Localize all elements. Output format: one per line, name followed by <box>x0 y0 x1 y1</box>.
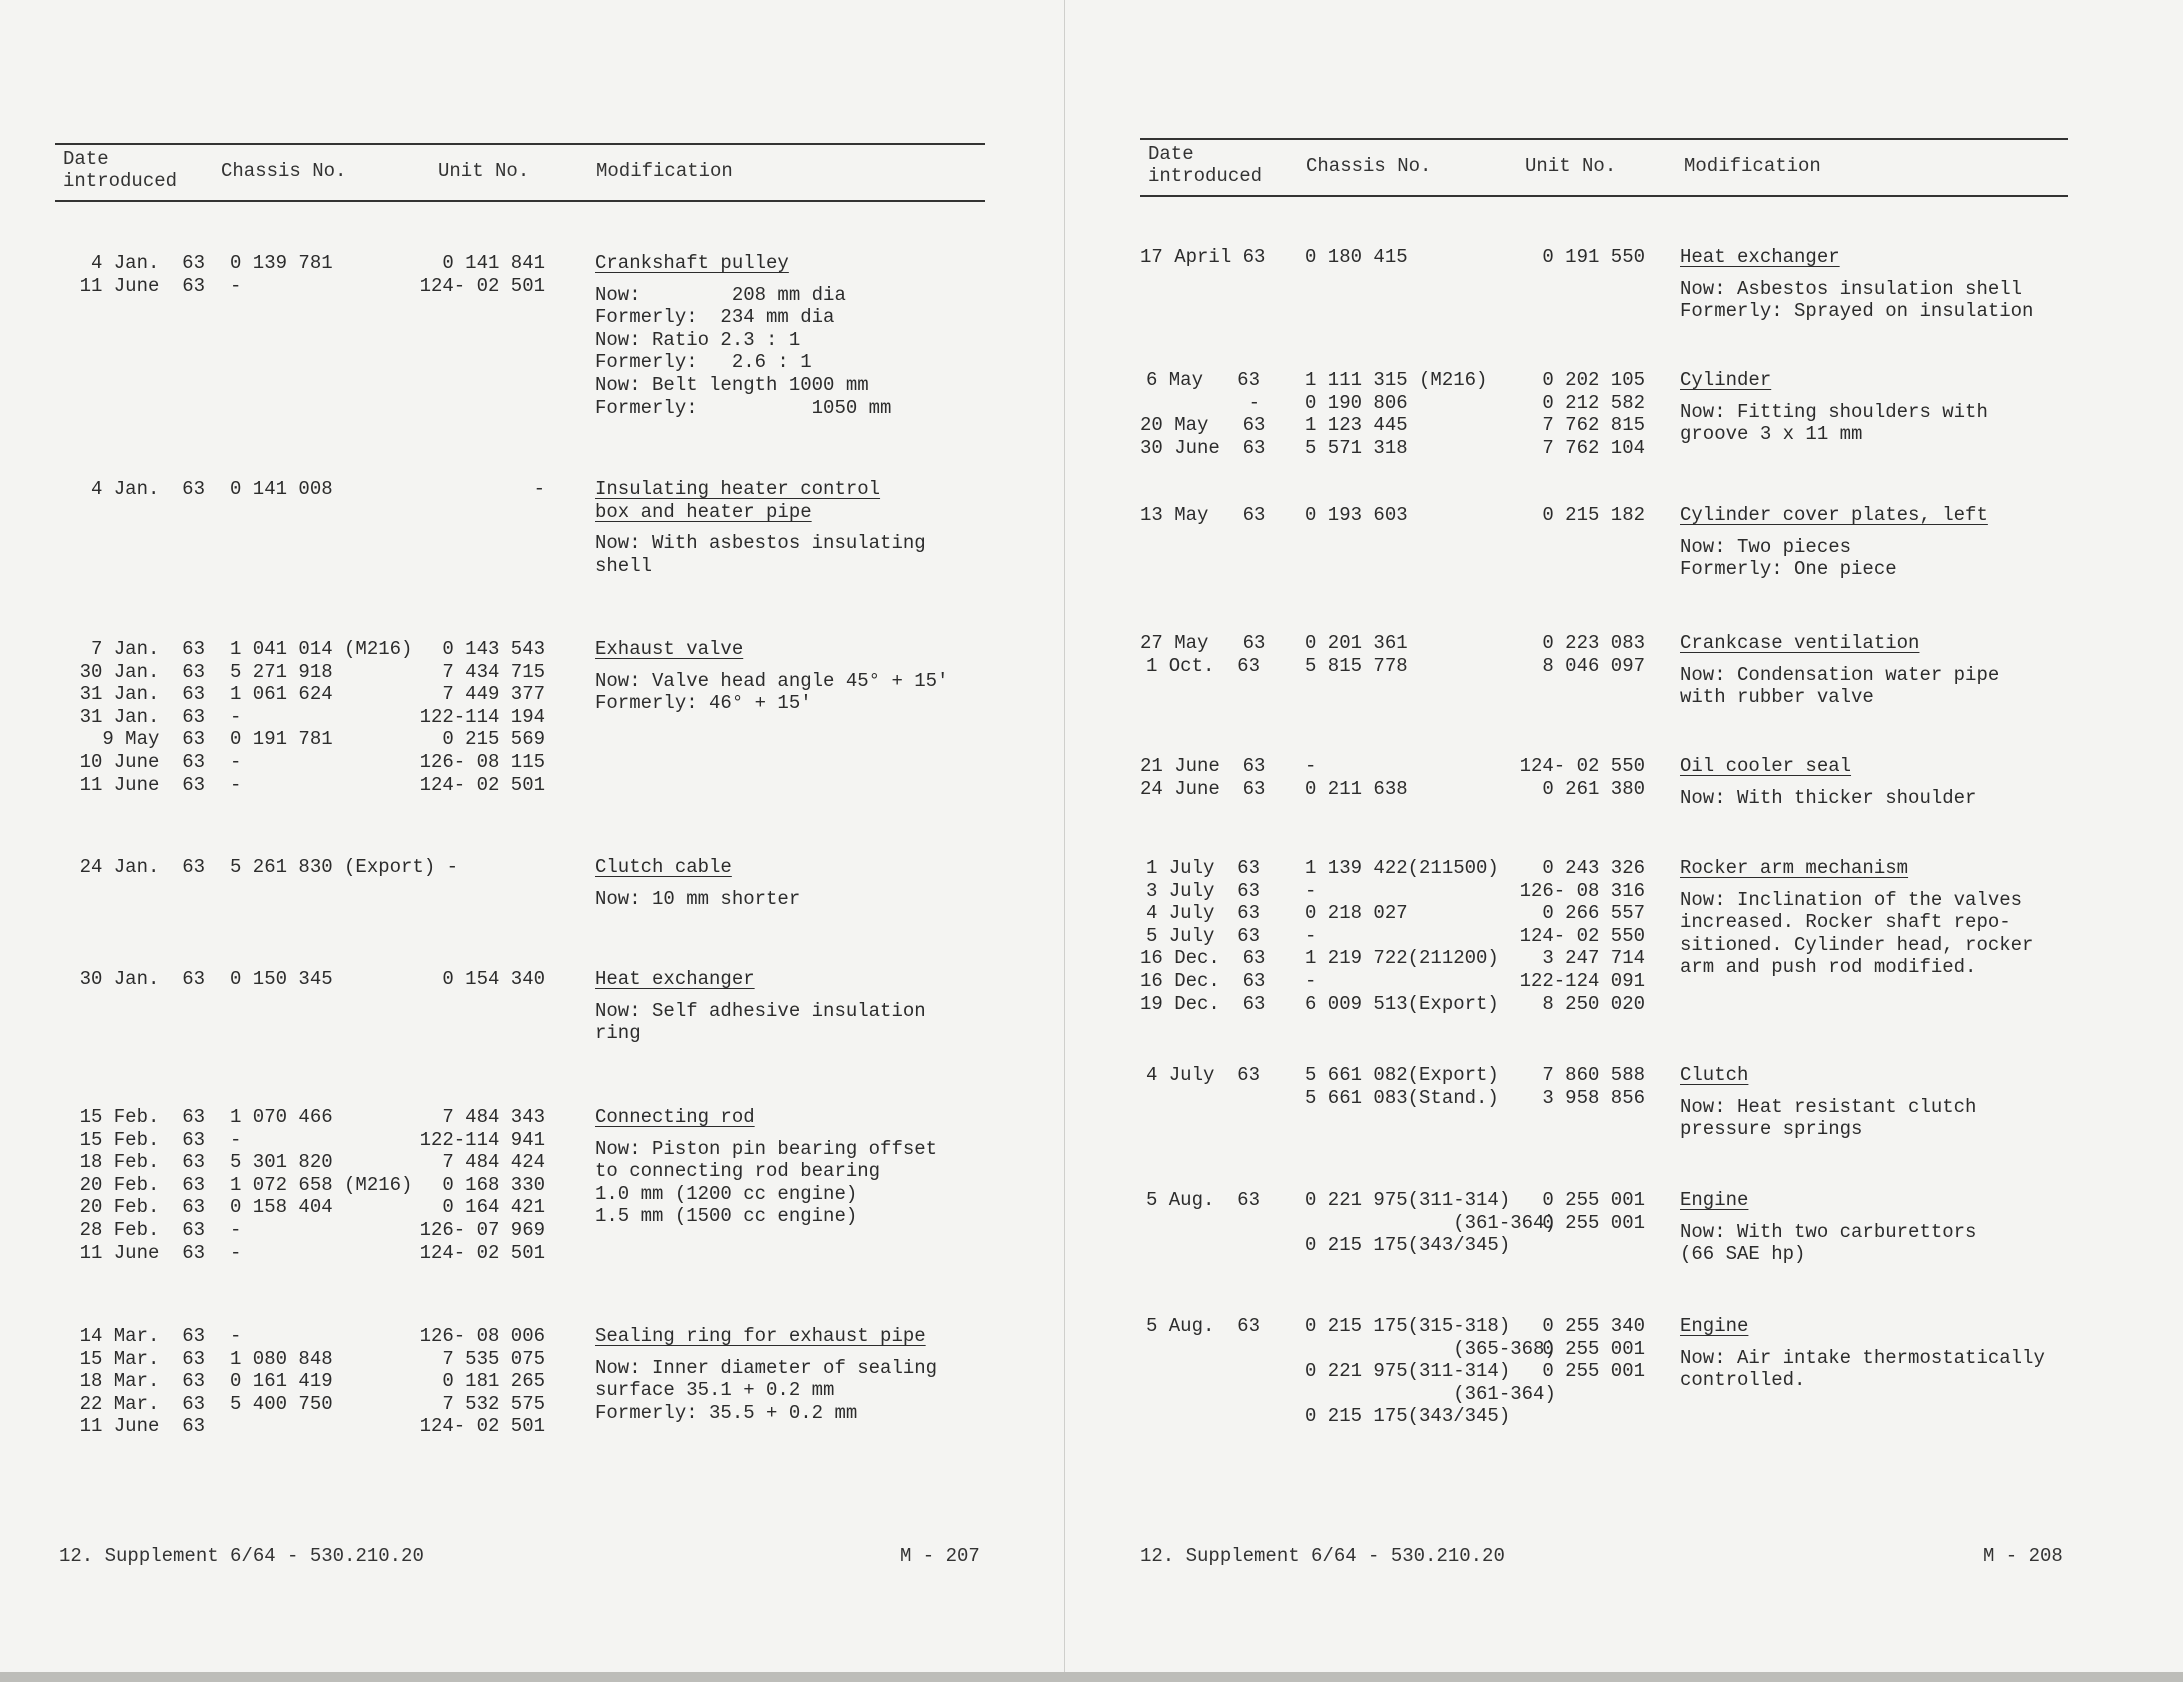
chassis-number-line: 0 201 361 <box>1305 632 1408 654</box>
chassis-number-line: 1 219 722(211200) <box>1305 947 1499 970</box>
unit-number-line: 0 202 105 <box>1542 369 1645 391</box>
modification-title: Engine <box>1680 1315 1749 1337</box>
modification-description: Now: Inclination of the valves increased. Rocker shaft repo- sitioned. Cylinder head, rocker arm and push rod modified. <box>1680 888 2034 979</box>
chassis-number-line: 1 080 848 <box>230 1347 333 1370</box>
chassis-number-line: 0 221 975(311-314) <box>1305 1189 1511 1211</box>
unit-number-line: 124- 02 501 <box>419 1415 545 1438</box>
modification-title: Rocker arm mechanism <box>1680 857 1909 879</box>
unit-number-line: 3 958 856 <box>1542 1086 1645 1109</box>
chassis-number-line: 0 193 603 <box>1305 504 1408 526</box>
chassis-number-line: 1 123 445 <box>1305 414 1408 437</box>
date-introduced-line: 24 June 63 <box>1140 777 1266 800</box>
date-introduced-line: 11 June 63 <box>79 274 205 297</box>
modification-description: Now: Piston pin bearing offset to connecting rod bearing 1.0 mm (1200 cc engine) 1.5 mm (1500 cc engine) <box>595 1137 938 1228</box>
unit-number <box>1140 1315 1645 1383</box>
unit-number <box>1140 504 1645 527</box>
header-bottom-rule <box>55 200 985 202</box>
modification-title: Crankshaft pulley <box>595 252 789 274</box>
unit-number-line: 7 860 588 <box>1542 1064 1645 1086</box>
date-introduced-line: 10 June 63 <box>79 750 205 773</box>
unit-number-line: 124- 02 550 <box>1519 924 1645 947</box>
unit-number <box>1140 1189 1645 1234</box>
modification-cell <box>1680 369 2080 446</box>
unit-number-line: 7 484 424 <box>442 1151 545 1174</box>
unit-number <box>55 478 545 501</box>
date-introduced-line: 20 Feb. 63 <box>79 1196 205 1219</box>
modification-cell <box>1680 755 2080 809</box>
modification-description: Now: Two pieces Formerly: One piece <box>1680 535 1897 581</box>
chassis-number <box>230 856 458 879</box>
date-introduced-line: 20 May 63 <box>1140 414 1266 437</box>
date-introduced-line: 20 Feb. 63 <box>79 1173 205 1196</box>
modification-cell <box>1680 246 2080 323</box>
unit-number-line: 126- 07 969 <box>419 1218 545 1241</box>
modification-cell <box>595 856 995 910</box>
unit-number-line: 8 250 020 <box>1542 992 1645 1015</box>
chassis-number-line: - <box>1305 969 1317 992</box>
right-page <box>1140 0 2070 1660</box>
header-top-rule <box>55 143 985 145</box>
date-introduced-line: 7 Jan. 63 <box>90 638 205 660</box>
date-introduced-line: - <box>1248 391 1260 414</box>
unit-number-line: 7 535 075 <box>442 1347 545 1370</box>
date-introduced <box>55 856 205 879</box>
footer-supplement: 12. Supplement 6/64 - 530.210.20 <box>59 1545 424 1567</box>
unit-number-line: 0 255 001 <box>1542 1360 1645 1383</box>
header-chassis: Chassis No. <box>221 160 347 182</box>
modification-description: Now: With asbestos insulating shell <box>595 532 926 577</box>
unit-number-line: 0 181 265 <box>442 1370 545 1393</box>
chassis-number-line: 1 041 014 (M216) <box>230 638 413 660</box>
chassis-number-line: 0 139 781 <box>230 252 333 274</box>
footer-supplement: 12. Supplement 6/64 - 530.210.20 <box>1140 1545 1505 1567</box>
chassis-number-line: - <box>230 1241 242 1264</box>
modification-title: Engine <box>1680 1189 1749 1211</box>
modification-description: Now: Heat resistant clutch pressure springs <box>1680 1095 1977 1141</box>
date-introduced-line: 6 May 63 <box>1145 369 1260 391</box>
modification-title: Exhaust valve <box>595 638 744 660</box>
modification-cell <box>595 968 995 1045</box>
modification-cell <box>1680 1315 2080 1392</box>
unit-number-line: 124- 02 550 <box>1519 755 1645 777</box>
modification-description: Now: Fitting shoulders with groove 3 x 11 mm <box>1680 400 1988 446</box>
date-introduced-line: 5 July 63 <box>1145 924 1260 947</box>
chassis-number-line: - <box>1305 924 1317 947</box>
unit-number-line: 124- 02 501 <box>419 274 545 297</box>
chassis-number-line: - <box>230 1218 242 1241</box>
unit-number-line: 122-124 091 <box>1519 969 1645 992</box>
date-introduced-line: 3 July 63 <box>1145 879 1260 902</box>
unit-number-line: 7 762 104 <box>1542 436 1645 459</box>
unit-number-line: 124- 02 501 <box>419 1241 545 1264</box>
unit-number-line: 7 449 377 <box>442 683 545 706</box>
chassis-number-line: - <box>230 1128 242 1151</box>
modification-cell <box>1680 504 2080 581</box>
date-introduced-line: 17 April 63 <box>1140 246 1266 268</box>
unit-number-line: 126- 08 115 <box>419 750 545 773</box>
unit-number-line: 0 243 326 <box>1542 857 1645 879</box>
unit-number <box>1140 369 1645 459</box>
unit-number-line: 7 434 715 <box>442 660 545 683</box>
header-date: Date introduced <box>1148 143 1263 187</box>
chassis-number-line: - <box>230 773 242 796</box>
modification-title: Heat exchanger <box>595 968 755 990</box>
unit-number-line: 3 247 714 <box>1542 947 1645 970</box>
chassis-number-line: 1 061 624 <box>230 683 333 706</box>
modification-cell <box>595 1325 995 1424</box>
date-introduced-line: 30 Jan. 63 <box>79 660 205 683</box>
footer-page-number: M - 208 <box>1983 1545 2063 1567</box>
modification-cell <box>1680 1189 2080 1266</box>
modification-title: Sealing ring for exhaust pipe <box>595 1325 926 1347</box>
chassis-number-line: 1 111 315 (M216) <box>1305 369 1488 391</box>
modification-cell <box>595 252 995 419</box>
chassis-number-line: 1 139 422(211500) <box>1305 857 1499 879</box>
unit-number <box>1140 632 1645 677</box>
chassis-number-line: 0 215 175(343/345) <box>1305 1234 1511 1257</box>
modification-title: Cylinder cover plates, left <box>1680 504 1988 526</box>
header-date: Date introduced <box>63 148 178 192</box>
chassis-number-line: (365-368) <box>1305 1337 1556 1360</box>
chassis-number-line: 5 661 083(Stand.) <box>1305 1086 1499 1109</box>
modification-title: Heat exchanger <box>1680 246 1840 268</box>
chassis-number-line: - <box>230 705 242 728</box>
chassis-number-line: (361-364) <box>1305 1382 1556 1405</box>
unit-number <box>55 1106 545 1264</box>
chassis-number-line: 5 400 750 <box>230 1392 333 1415</box>
date-introduced-line: 4 July 63 <box>1145 1064 1260 1086</box>
unit-number-line: 0 255 001 <box>1542 1189 1645 1211</box>
chassis-number-line: 0 215 175(343/345) <box>1305 1405 1511 1428</box>
chassis-number-line: 0 150 345 <box>230 968 333 990</box>
date-introduced-line: 16 Dec. 63 <box>1140 947 1266 970</box>
modification-cell <box>595 638 995 715</box>
unit-number-line: - <box>533 478 545 500</box>
unit-number-line: 122-114 941 <box>419 1128 545 1151</box>
date-introduced-line: 4 Jan. 63 <box>90 478 205 500</box>
date-introduced-line: 18 Feb. 63 <box>79 1151 205 1174</box>
date-introduced-line: 31 Jan. 63 <box>79 683 205 706</box>
header-unit: Unit No. <box>438 160 530 182</box>
unit-number-line: 7 484 343 <box>442 1106 545 1128</box>
chassis-number-line: 5 815 778 <box>1305 654 1408 677</box>
unit-number-line: 126- 08 316 <box>1519 879 1645 902</box>
modification-description: Now: 10 mm shorter <box>595 887 801 910</box>
date-introduced-line: 27 May 63 <box>1140 632 1266 654</box>
chassis-number-line: 0 158 404 <box>230 1196 333 1219</box>
chassis-number-line: - <box>230 274 242 297</box>
date-introduced-line: 5 Aug. 63 <box>1145 1315 1260 1337</box>
unit-number-line: 0 215 182 <box>1542 504 1645 526</box>
chassis-number-line: 5 301 820 <box>230 1151 333 1174</box>
modification-description: Now: 208 mm dia Formerly: 234 mm dia Now: Ratio 2.3 : 1 Formerly: 2.6 : 1 Now: Belt length 1000 mm Formerly: 1050 mm <box>595 283 892 419</box>
header-modification: Modification <box>596 160 733 182</box>
unit-number-line: 0 255 001 <box>1542 1211 1645 1234</box>
unit-number-line: 7 762 815 <box>1542 414 1645 437</box>
unit-number-line: 0 215 569 <box>442 728 545 751</box>
modification-description: Now: Asbestos insulation shell Formerly: Sprayed on insulation <box>1680 277 2034 323</box>
date-introduced-line: 15 Feb. 63 <box>79 1128 205 1151</box>
modification-description: Now: Air intake thermostatically controlled. <box>1680 1346 2045 1392</box>
date-introduced-line: 9 May 63 <box>102 728 205 751</box>
modification-description: Now: Condensation water pipe with rubber valve <box>1680 663 2000 709</box>
unit-number <box>55 638 545 796</box>
header-unit: Unit No. <box>1525 155 1617 177</box>
date-introduced-line: 14 Mar. 63 <box>79 1325 205 1347</box>
date-introduced-line: 1 July 63 <box>1145 857 1260 879</box>
chassis-number-line: (361-364) <box>1305 1211 1556 1234</box>
date-introduced-line: 15 Mar. 63 <box>79 1347 205 1370</box>
unit-number-line: 124- 02 501 <box>419 773 545 796</box>
unit-number <box>1140 246 1645 269</box>
chassis-number-line: 0 215 175(315-318) <box>1305 1315 1511 1337</box>
unit-number-line: 0 154 340 <box>442 968 545 990</box>
unit-number-line: 0 164 421 <box>442 1196 545 1219</box>
modification-title: Insulating heater control box and heater pipe <box>595 478 881 523</box>
chassis-number-line: 5 271 918 <box>230 660 333 683</box>
date-introduced-line: 1 Oct. 63 <box>1145 654 1260 677</box>
chassis-number-line: 6 009 513(Export) <box>1305 992 1499 1015</box>
chassis-number-line: 0 141 008 <box>230 478 333 500</box>
chassis-number-line: 0 180 415 <box>1305 246 1408 268</box>
unit-number-line: 0 223 083 <box>1542 632 1645 654</box>
header-chassis: Chassis No. <box>1306 155 1432 177</box>
date-introduced-line: 18 Mar. 63 <box>79 1370 205 1393</box>
header-modification: Modification <box>1684 155 1821 177</box>
unit-number-line: 7 532 575 <box>442 1392 545 1415</box>
unit-number <box>1140 1064 1645 1109</box>
modification-description: Now: With two carburettors (66 SAE hp) <box>1680 1220 1977 1266</box>
unit-number-line: 8 046 097 <box>1542 654 1645 677</box>
footer-page-number: M - 207 <box>900 1545 980 1567</box>
date-introduced-line: 11 June 63 <box>79 1415 205 1438</box>
date-introduced-line: 28 Feb. 63 <box>79 1218 205 1241</box>
left-page <box>55 0 985 1660</box>
unit-number <box>1140 857 1645 1015</box>
chassis-number-line: 0 191 781 <box>230 728 333 751</box>
modification-description: Now: With thicker shoulder <box>1680 786 1977 809</box>
unit-number-line: 0 255 001 <box>1542 1337 1645 1360</box>
unit-number-line: 0 261 380 <box>1542 777 1645 800</box>
date-introduced-line: 11 June 63 <box>79 1241 205 1264</box>
chassis-number-line: 1 072 658 (M216) <box>230 1173 413 1196</box>
unit-number <box>55 1325 545 1438</box>
modification-title: Cylinder <box>1680 369 1772 391</box>
date-introduced-line: 21 June 63 <box>1140 755 1266 777</box>
date-introduced-line: 5 Aug. 63 <box>1145 1189 1260 1211</box>
date-introduced-line: 30 June 63 <box>1140 436 1266 459</box>
modification-description: Now: Inner diameter of sealing surface 35.1 + 0.2 mm Formerly: 35.5 + 0.2 mm <box>595 1356 938 1424</box>
unit-number-line: 0 143 543 <box>442 638 545 660</box>
unit-number-line: 0 141 841 <box>442 252 545 274</box>
chassis-number-line: - <box>230 1325 242 1347</box>
modification-description: Now: Self adhesive insulation ring <box>595 999 926 1045</box>
chassis-number-line: 0 190 806 <box>1305 391 1408 414</box>
date-introduced-line: 24 Jan. 63 <box>79 856 205 878</box>
modification-title: Clutch <box>1680 1064 1749 1086</box>
date-introduced-line: 4 Jan. 63 <box>90 252 205 274</box>
modification-cell <box>595 1106 995 1228</box>
chassis-number-line: 1 070 466 <box>230 1106 333 1128</box>
unit-number <box>55 968 545 991</box>
chassis-number-line: 0 161 419 <box>230 1370 333 1393</box>
chassis-number-line: 0 218 027 <box>1305 902 1408 925</box>
modification-cell <box>595 478 995 577</box>
modification-title: Crankcase ventilation <box>1680 632 1920 654</box>
chassis-number-line: - <box>1305 879 1317 902</box>
modification-cell <box>1680 632 2080 709</box>
modification-title: Oil cooler seal <box>1680 755 1852 777</box>
date-introduced-line: 16 Dec. 63 <box>1140 969 1266 992</box>
chassis-number-line: - <box>230 750 242 773</box>
unit-number-line: 122-114 194 <box>419 705 545 728</box>
unit-number-line: 0 266 557 <box>1542 902 1645 925</box>
modification-title: Clutch cable <box>595 856 732 878</box>
unit-number-line: 0 168 330 <box>442 1173 545 1196</box>
chassis-number-line: 5 661 082(Export) <box>1305 1064 1499 1086</box>
header-top-rule <box>1140 138 2068 140</box>
scan-bottom-edge <box>0 1672 2183 1682</box>
modification-cell <box>1680 1064 2080 1141</box>
unit-number <box>1140 755 1645 800</box>
chassis-number-line: 0 211 638 <box>1305 777 1408 800</box>
date-introduced-line: 31 Jan. 63 <box>79 705 205 728</box>
modification-title: Connecting rod <box>595 1106 755 1128</box>
date-introduced-line: 30 Jan. 63 <box>79 968 205 990</box>
unit-number-line: 126- 08 006 <box>419 1325 545 1347</box>
page-spine <box>1064 0 1065 1682</box>
unit-number-line: 0 212 582 <box>1542 391 1645 414</box>
date-introduced-line: 22 Mar. 63 <box>79 1392 205 1415</box>
unit-number-line: 0 191 550 <box>1542 246 1645 268</box>
date-introduced-line: 15 Feb. 63 <box>79 1106 205 1128</box>
unit-number-line: 0 255 340 <box>1542 1315 1645 1337</box>
date-introduced-line: 11 June 63 <box>79 773 205 796</box>
date-introduced-line: 4 July 63 <box>1145 902 1260 925</box>
modification-description: Now: Valve head angle 45° + 15' Formerly: 46° + 15' <box>595 669 949 715</box>
header-bottom-rule <box>1140 195 2068 197</box>
modification-cell <box>1680 857 2080 979</box>
chassis-number-line: 5 571 318 <box>1305 436 1408 459</box>
unit-number <box>55 252 545 297</box>
date-introduced-line: 19 Dec. 63 <box>1140 992 1266 1015</box>
chassis-number-line: 5 261 830 (Export) - <box>230 856 459 878</box>
chassis-number-line: - <box>1305 755 1317 777</box>
chassis-number-line: 0 221 975(311-314) <box>1305 1360 1511 1383</box>
date-introduced-line: 13 May 63 <box>1140 504 1266 526</box>
